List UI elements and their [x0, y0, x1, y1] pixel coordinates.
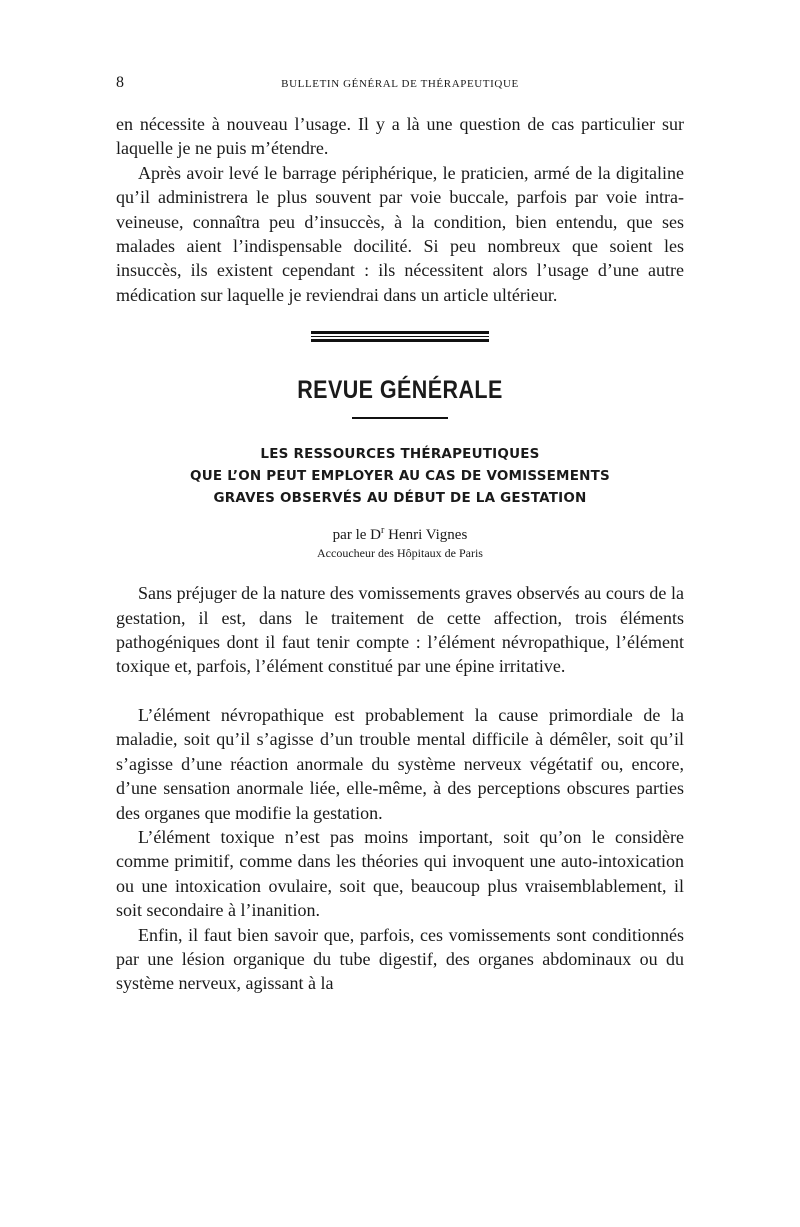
- section-divider: [311, 331, 489, 342]
- author-name: Henri Vignes: [384, 527, 468, 544]
- journal-title: BULLETIN GÉNÉRAL DE THÉRAPEUTIQUE: [281, 78, 519, 90]
- author-byline: [116, 525, 684, 544]
- body-paragraph: L’élément névropathique est probablement la cause primordiale de la maladie, soit qu’il s’agisse d’un trouble mental difficile à démêler, soit qu’il s’agisse d’une réaction anormale du système nerveux végétatif ou, encore, d’une sensation anormale liée, elle-même, à des perceptions obscures parties des organes que modifie la gestation.: [116, 704, 684, 823]
- continued-paragraph: Après avoir levé le barrage périphérique, le praticien, armé de la digitaline qu’il administrera le plus souvent par voie buccale, parfois par voie intra-veineuse, connaîtra peu d’insuccès, à la condition, bien entendu, que ses malades aient l’indispensable docilité. Si peu nombreux que soient les insuccès, ils existent cependant : ils nécessitent alors l’usage d’une autre médication sur laquelle je reviendrai dans un article ultérieur.: [116, 162, 684, 305]
- page-number: 8: [116, 74, 124, 91]
- section-title: REVUE GÉNÉRALE: [297, 376, 503, 405]
- body-paragraph: L’élément toxique n’est pas moins important, soit qu’on le considère comme primitif, comme dans les théories qui invoquent une auto-intoxication ou une intoxication ovulaire, soit que, beaucoup plus vraisemblablement, il soit secondaire à l’inanition.: [116, 826, 684, 921]
- byline-superscript: r: [380, 525, 385, 537]
- book-page: [116, 74, 684, 996]
- article-title-line: QUE L’ON PEUT EMPLOYER AU CAS DE VOMISSEMENTS: [190, 468, 610, 485]
- byline-prefix: par le D: [332, 527, 381, 544]
- article-title-line: GRAVES OBSERVÉS AU DÉBUT DE LA GESTATION: [213, 490, 587, 507]
- author-affiliation: Accoucheur des Hôpitaux de Paris: [317, 546, 483, 561]
- body-paragraph: Enfin, il faut bien savoir que, parfois, ces vomissements sont conditionnés par une lésion organique du tube digestif, des organes abdominaux ou du système nerveux, agissant à la: [116, 924, 684, 994]
- article-title-line: LES RESSOURCES THÉRAPEUTIQUES: [260, 446, 540, 463]
- continued-paragraph: en nécessite à nouveau l’usage. Il y a là une question de cas particulier sur laquelle je ne puis m’étendre.: [116, 114, 684, 159]
- article-title: [116, 443, 684, 509]
- title-rule: [352, 417, 448, 419]
- body-paragraph: Sans préjuger de la nature des vomissements graves observés au cours de la gestation, il est, dans le traitement de cette affection, trois éléments pathogéniques dont il faut tenir compte : l’élément névropathique, l’élément toxique et, parfois, l’élément constitué par une épine irritative.: [116, 583, 684, 677]
- running-head: [116, 74, 684, 98]
